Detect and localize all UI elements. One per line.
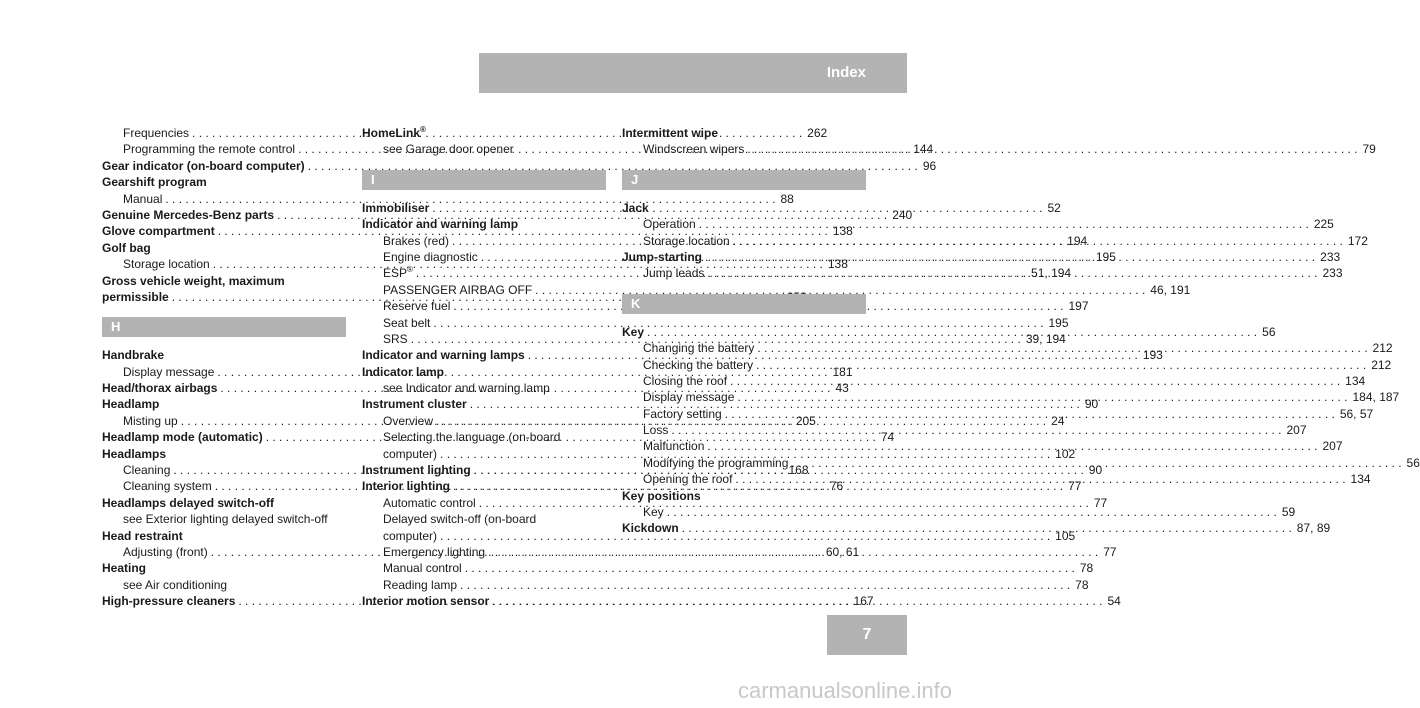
index-entry (622, 488, 866, 504)
page-reference: 197 (1068, 299, 1089, 314)
page-reference: 212 (1372, 341, 1393, 356)
entry-term: Headlamps delayed switch-off (102, 495, 275, 510)
page-reference: 225 (1313, 217, 1334, 232)
page-reference: 90 (1084, 397, 1099, 412)
entry-term: SRS (383, 331, 408, 346)
entry-term: Closing the roof (643, 373, 728, 388)
entry-term: Gearshift program (102, 175, 207, 190)
entry-term: Operation (643, 217, 696, 232)
section-letter: H (102, 317, 346, 337)
page-reference: 195 (1048, 315, 1069, 330)
index-subentry (622, 373, 1366, 389)
page-reference: 181 (832, 364, 853, 379)
entry-term: Intermittent wipe (622, 126, 719, 140)
entry-term: Headlamp (102, 397, 160, 412)
entry-term: Key positions (622, 488, 701, 503)
entry-term: Programming the remote control (123, 142, 296, 157)
entry-term: Opening the roof (643, 472, 733, 487)
entry-term: Loss (643, 423, 669, 438)
page-reference: 194 (1067, 233, 1088, 248)
entry-term: permissible (102, 289, 169, 304)
leader-dots (704, 438, 1317, 454)
index-subentry (362, 429, 606, 445)
page-reference: 39, 194 (1025, 331, 1066, 346)
page-reference: 167 (853, 594, 874, 609)
entry-term: Immobiliser (362, 200, 430, 215)
entry-term: Indicator lamp (362, 364, 445, 379)
entry-term: Factory setting (643, 406, 722, 421)
leader-dots (754, 340, 1367, 356)
entry-term: Kickdown (622, 521, 679, 536)
page-reference: 77 (1093, 495, 1108, 510)
entry-term: HomeLink® (362, 125, 426, 140)
leader-dots (696, 216, 1309, 232)
index-entry (622, 200, 866, 216)
index-subentry (362, 560, 1094, 576)
page-reference: 134 (1350, 472, 1371, 487)
index-subentry (102, 577, 346, 593)
leader-dots (485, 544, 1098, 560)
entry-term: see Air conditioning (123, 577, 228, 592)
entry-term: Malfunction (643, 439, 705, 454)
entry-term: Interior motion sensor (362, 594, 490, 609)
index-subentry (102, 191, 794, 207)
page-reference: 56 (1262, 324, 1276, 339)
entry-term: Interior lighting (362, 479, 450, 494)
section-letter: I (362, 170, 606, 190)
entry-term: Selecting the language (on-board (383, 430, 561, 445)
page-reference: 76 (829, 479, 844, 494)
header-title: Index (826, 64, 866, 81)
index-entry (102, 446, 346, 462)
page-reference: 56 (1406, 455, 1420, 470)
page-header (479, 53, 907, 93)
leader-dots (722, 406, 1335, 422)
entry-term: Windscreen wipers (643, 142, 745, 157)
page-reference: 59 (1281, 505, 1296, 520)
entry-term: Frequencies (123, 126, 190, 140)
page-reference: 102 (1055, 446, 1076, 461)
entry-term: Delayed switch-off (on-board (383, 512, 537, 527)
page-reference: 78 (1079, 561, 1094, 576)
entry-term: Modifying the programming (643, 455, 789, 470)
page-reference: 88 (780, 191, 794, 206)
leader-dots (744, 141, 1357, 157)
entry-term: Overview (383, 413, 434, 428)
index-entry (102, 347, 346, 363)
entry-term: Jump-starting (622, 249, 703, 264)
entry-term: Indicator and warning lamp (362, 217, 519, 232)
entry-term: Display message (643, 390, 735, 405)
entry-term: Handbrake (102, 348, 165, 363)
page-reference: 138 (832, 224, 853, 239)
entry-term: Misting up (123, 413, 178, 428)
page-reference: 233 (1320, 249, 1341, 264)
page-reference: 74 (880, 430, 895, 445)
entry-term: Checking the battery (643, 357, 754, 372)
index-entry (102, 560, 346, 576)
entry-term: Emergency lighting (383, 544, 486, 559)
leader-dots (679, 520, 1292, 536)
entry-term: see Indicator and warning lamp (383, 381, 550, 396)
index-entry (362, 216, 606, 232)
page-reference: 240 (892, 207, 913, 222)
index-entry (362, 364, 606, 380)
page-reference: 105 (1055, 528, 1076, 543)
leader-dots (702, 249, 1315, 265)
entry-term: Changing the battery (643, 341, 755, 356)
leader-dots (462, 560, 1075, 576)
page-reference: 262 (807, 126, 828, 140)
entry-term: Gross vehicle weight, maximum (102, 273, 285, 288)
entry-term: Gear indicator (on-board computer) (102, 158, 305, 173)
leader-dots (457, 577, 1070, 593)
page-number (827, 615, 907, 655)
page-reference: 212 (1371, 357, 1392, 372)
entry-term: Head restraint (102, 528, 183, 543)
index-subentry (362, 380, 606, 396)
entry-term: Glove compartment (102, 224, 215, 239)
entry-term: Indicator and warning lamps (362, 348, 525, 363)
index-entry (102, 158, 937, 174)
entry-term: Reading lamp (383, 577, 458, 592)
entry-term: Manual control (383, 561, 462, 576)
page-reference: 134 (1345, 373, 1366, 388)
leader-dots (704, 265, 1317, 281)
entry-term: Engine diagnostic (383, 249, 478, 264)
index-subentry (362, 282, 1191, 298)
entry-term: Genuine Mercedes-Benz parts (102, 207, 275, 222)
entry-term: Jack (622, 200, 649, 215)
page-reference: 90 (1088, 463, 1103, 478)
entry-term: High-pressure cleaners (102, 594, 236, 609)
page-reference: 233 (1322, 266, 1343, 281)
entry-term: computer) (383, 528, 438, 543)
page-reference: 77 (1068, 479, 1082, 494)
index-subentry (362, 141, 606, 157)
entry-term: Headlamp mode (automatic) (102, 430, 263, 445)
page-reference: 207 (1286, 423, 1307, 438)
entry-term: see Exterior lighting delayed switch-off (123, 512, 328, 527)
index-entry (102, 396, 346, 412)
index-entry (362, 125, 606, 141)
page-number-text: 7 (862, 626, 872, 643)
page-reference: 205 (795, 413, 816, 428)
page-reference: 78 (1075, 577, 1089, 592)
index-subentry (622, 357, 1392, 373)
entry-term: see Garage door opener (383, 142, 514, 157)
entry-term: Instrument cluster (362, 397, 467, 412)
entry-term: Golf bag (102, 240, 151, 255)
leader-dots (734, 389, 1347, 405)
index-entry (102, 273, 346, 289)
entry-term: Headlamps (102, 446, 167, 461)
section-letter: K (622, 294, 866, 314)
leader-dots (727, 373, 1340, 389)
entry-term: Manual (123, 191, 163, 206)
index-subentry (362, 298, 1089, 314)
index-entry (102, 174, 346, 190)
leader-dots (664, 504, 1277, 520)
page-reference: 96 (922, 158, 937, 173)
index-subentry (622, 216, 1334, 232)
watermark: carmanualsonline.info (737, 678, 952, 703)
index-subentry (362, 511, 606, 527)
index-entry (102, 240, 346, 256)
page-reference: 79 (1362, 142, 1376, 157)
index-subentry (362, 315, 1069, 331)
page-reference: 60, 61 (825, 544, 860, 559)
entry-term: Storage location (643, 233, 730, 248)
entry-term: Head/thorax airbags (102, 381, 218, 396)
entry-term: PASSENGER AIRBAG OFF (383, 282, 533, 297)
registered-mark: ® (407, 265, 413, 275)
page-reference: 193 (1142, 348, 1163, 363)
entry-term: Storage location (123, 257, 210, 272)
leader-dots (788, 455, 1401, 471)
entry-term: Key (643, 505, 664, 520)
entry-term: Automatic control (383, 495, 476, 510)
index-entry (622, 125, 866, 141)
page-reference: 77 (1103, 544, 1117, 559)
page-reference: 56, 57 (1339, 406, 1374, 421)
entry-term: Display message (123, 364, 215, 379)
registered-mark: ® (420, 125, 426, 134)
page-reference: 195 (1095, 249, 1116, 264)
leader-dots (753, 357, 1366, 373)
page-reference: 207 (1322, 439, 1343, 454)
index-entry (102, 289, 346, 305)
entry-term: Reserve fuel (383, 299, 451, 314)
page-reference: 52 (1047, 200, 1061, 215)
page-reference: 54 (1107, 594, 1121, 609)
page-reference: 138 (827, 257, 848, 272)
section-letter: J (622, 170, 866, 190)
entry-term: Seat belt (383, 315, 431, 330)
entry-term: Cleaning system (123, 479, 212, 494)
entry-term: Brakes (red) (383, 233, 450, 248)
index-subentry (622, 504, 1296, 520)
entry-term: Adjusting (front) (123, 544, 208, 559)
index-subentry (362, 577, 1089, 593)
entry-term: Instrument lighting (362, 463, 471, 478)
page-reference: 87, 89 (1296, 521, 1331, 536)
entry-term: Cleaning (123, 463, 171, 478)
entry-term: Jump leads (643, 266, 705, 281)
leader-dots (732, 471, 1345, 487)
leader-dots (668, 422, 1281, 438)
page-reference: 144 (913, 142, 934, 157)
entry-term: computer) (383, 446, 438, 461)
index-entry (102, 495, 346, 511)
index-entry (102, 528, 346, 544)
page-reference: 51, 194 (1031, 266, 1072, 281)
entry-term: Key (622, 324, 645, 339)
page-reference: 168 (788, 463, 809, 478)
page-reference: 184, 187 (1352, 390, 1400, 405)
page-reference: 172 (1347, 233, 1368, 248)
page-reference: 46, 191 (1150, 282, 1191, 297)
entry-term: Heating (102, 561, 147, 576)
index-subentry (102, 511, 346, 527)
page-reference: 24 (1051, 413, 1065, 428)
page-reference: 43 (835, 381, 849, 396)
leader-dots (644, 324, 1257, 340)
leader-dots (730, 233, 1343, 249)
leader-dots (489, 593, 1102, 609)
entry-term: ESP® (383, 265, 413, 281)
